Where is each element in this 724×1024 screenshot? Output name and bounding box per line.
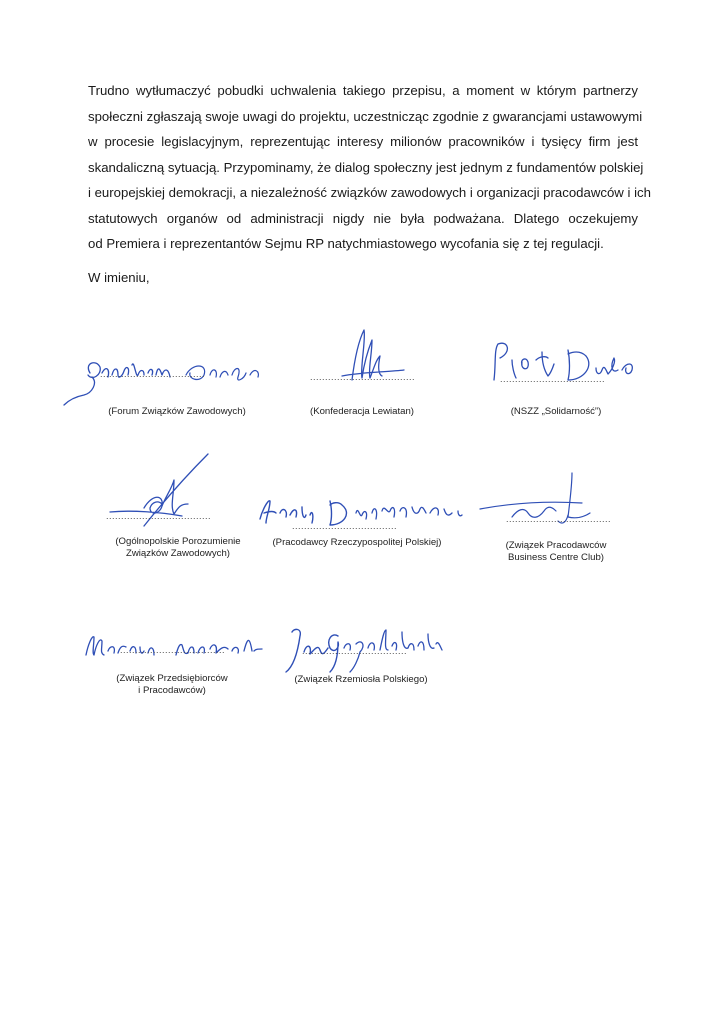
signature-dotted-line: ................................... [292, 521, 398, 531]
org-line: (Forum Związków Zawodowych) [108, 406, 246, 417]
signature-block-forum [62, 335, 282, 445]
letter-line: Trudno wytłumaczyć pobudki uchwalenia takiego przepisu, a moment w którym partnerzy [88, 83, 638, 98]
signature-dotted-line: ................................... [302, 646, 408, 656]
letter-line: w procesie legislacyjnym, reprezentując interesy milionów pracowników i tysięcy firm jest [88, 134, 638, 149]
signatory-org [276, 674, 446, 686]
letter-line: skandaliczną sytuacją. Przypominamy, że dialog społeczny jest jednym z fundamentów polskiej [88, 159, 644, 175]
org-line: Business Centre Club) [508, 552, 604, 563]
org-line: (Ogólnopolskie Porozumienie [115, 536, 241, 547]
signature-block-pracodawcy-rp [252, 485, 472, 595]
signature-image [292, 320, 512, 400]
signatory-org [476, 406, 636, 418]
letter-line: statutowych organów od administracji nigdy nie była podważana. Dlatego oczekujemy [88, 210, 638, 226]
signature-dotted-line: ................................... [506, 514, 612, 524]
signatory-org [252, 537, 462, 549]
signature-image [486, 330, 706, 410]
signature-dotted-line: ................................... [310, 372, 416, 382]
org-line: Związków Zawodowych) [126, 548, 230, 559]
signatory-org [88, 536, 268, 560]
org-line: (Związek Rzemiosła Polskiego) [294, 674, 428, 685]
signatory-org [72, 406, 282, 418]
letter-body [88, 78, 651, 257]
signature-image [472, 465, 692, 545]
org-line: (Związek Pracodawców [505, 540, 607, 551]
org-line: (Konfederacja Lewiatan) [310, 406, 414, 417]
signatory-org [292, 406, 432, 418]
org-line: (NSZZ „Solidarność”) [510, 406, 602, 417]
signatory-org [466, 540, 646, 564]
signature-block-zpip [82, 615, 302, 725]
signature-block-zrp [276, 610, 496, 720]
signature-dotted-line: ................................... [500, 374, 606, 384]
signature-block-bcc [472, 465, 692, 575]
signature-dotted-line: ................................... [120, 645, 226, 655]
signature-dotted-line: ................................... [106, 511, 212, 521]
org-line: (Związek Przedsiębiorców [116, 673, 228, 684]
org-line: i Pracodawców) [138, 685, 206, 696]
letter-line: od Premiera i reprezentantów Sejmu RP natychmiastowego wycofania się z tej regulacji. [88, 236, 604, 251]
closing-salutation: W imieniu, [88, 270, 150, 285]
letter-line: i europejskiej demokracji, a niezależność związków zawodowych i organizacji pracodawców i ich [88, 185, 651, 200]
signature-dotted-line: ................................... [100, 369, 206, 379]
org-line: (Pracodawcy Rzeczypospolitej Polskiej) [272, 537, 442, 548]
letter-line: społeczni zgłaszają swoje uwagi do projektu, uczestnicząc zgodnie z gwarancjami ustawowymi [88, 108, 643, 124]
signature-block-solidarnosc [486, 330, 706, 440]
signatory-org [82, 673, 262, 697]
